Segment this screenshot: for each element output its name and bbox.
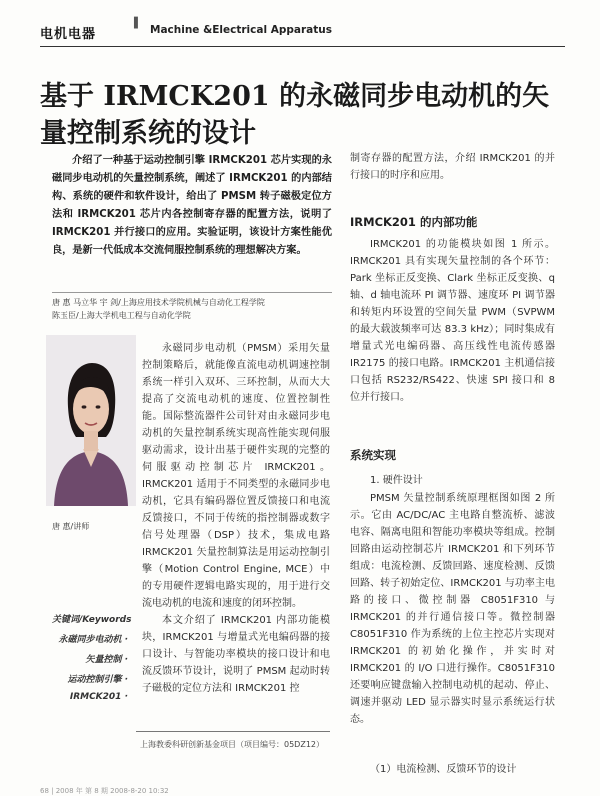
subsection-hardware [350,490,555,728]
abstract: 介绍了一种基于运动控制引擎 IRMCK201 芯片实现的永磁同步电动机的矢量控制系统，阐述了 IRMCK201 的内部结构、系统的硬件和软件设计，给出了 PMSM 转子磁极定位方法和 IRMCK201 芯片内各控制寄存器的配置方法，说明了 IRMCK201 并行接口的应用。实验证明，该设计方案性能优良，是新一代低成本交流伺服控制系统的理想解决方案。 [52,155,332,256]
journal-name-cn: 电机电器 [40,27,97,42]
journal-name-en: Machine &Electrical Apparatus [150,24,332,36]
keywords-heading: 关键词/Keywords [52,615,132,625]
hardware-paragraph: PMSM 矢量控制系统原理框图如图 2 所示。它由 AC/DC/AC 主电路自整流桥、滤波电容、隔离电阻和智能功率模块等组成。控制回路由运动控制芯片 IRMCK201 和下列环节组成：电流检测、反馈回路、速度检测、反馈回路、转子初始定位、IRMCK201 与功率主电路的接口、微控制器 C8051F310 与 IRMCK201 的并行通信接口等。微控制器 C8051F310 作为系统的上位主控芯片实现对 IRMCK201 的初始化操作，并实时对 IRMCK201 的 I/O 口进行操作。C8051F310 还要响应键盘输入控制电动机的起动、停止、调速并驱动 LED 显示器实时显示系统运行状态。 [350,493,555,725]
header-divider [40,46,565,47]
section-heading-implementation: 系统实现 [350,448,396,462]
authors-line-2: 陈玉臣/上海大学机电工程与自动化学院 [52,311,191,320]
section-heading-internal-functions: IRMCK201 的内部功能 [350,215,478,229]
photo-caption: 唐 惠/讲师 [52,522,90,531]
middle-column [142,340,330,697]
footnote-divider [136,731,330,732]
authors-block [52,296,334,322]
right-column-continuation [350,150,555,184]
page-footer: 68 | 2008 年 第 8 期 2008-8-20 10:32 [40,787,169,795]
keyword-item: 矢量控制 · [85,655,128,665]
authors-line-1: 唐 惠 马立华 宇 剑/上海应用技术学院机械与自动化工程学院 [52,298,265,307]
authors-divider [52,292,332,293]
intro-paragraph-2: 本文介绍了 IRMCK201 内部功能模块，IRMCK201 与增量式光电编码器的接口设计、与智能功率模块的接口设计和电流反馈环节设计，说明了 PMSM 起动时转子磁极的定位方法和 IRMCK201 控 [142,615,330,694]
section-internal-functions [350,236,555,406]
author-photo [46,335,136,506]
keyword-item: 永磁同步电动机 · [58,635,128,645]
subsection-heading-current-feedback: （1）电流检测、反馈环节的设计 [370,764,517,775]
intro-paragraph-1: 永磁同步电动机（PMSM）采用矢量控制策略后，就能像直流电动机调速控制系统一样引入双环、三环控制，从而大大提高了交流电动机的速度、位置控制性能。国际整流器件公司针对由永磁同步电动机的矢量控制系统实现高性能实现伺服驱动需求，设计出基于硬件实现的完整的伺服驱动控制芯片 IRMCK201。IRMCK201 适用于不同类型的永磁同步电动机，它具有编码器位置反馈接口和电流反馈接口，不同于传统的指控制器或数字信号处理器（DSP）技术，集成电路 IRMCK201 矢量控制算法是用运动控制引擎（Motion Control Engine, MCE）中的专用硬件逻辑电路实现的，用于进行交流电动机的电流和速度的闭环控制。 [142,343,330,609]
continuation-paragraph: 制寄存器的配置方法，介绍 IRMCK201 的并行接口的时序和应用。 [350,153,555,181]
section-paragraph: IRMCK201 的功能模块如图 1 所示。IRMCK201 具有实现矢量控制的各个环节：Park 坐标正反变换、Clark 坐标正反变换、q 轴、d 轴电流环 PI 调节器、速度环 PI 调节器和转矩内环设置的空间矢量 PWM（SVPWM 的最大载波频率可达 83.3 kHz）；同时集成有增量式光电编码器、高压线性电流传感器 IR2175 的接口电路。IRMCK201 主机通信接口包括 RS232/RS422、快速 SPI 接口和 8 位并行接口。 [350,239,555,403]
paper-title: 基于 IRMCK201 的永磁同步电动机的矢量控制系统的设计 [40,81,550,149]
journal-header [40,20,580,42]
subsection-heading-hardware: 1. 硬件设计 [370,475,423,486]
keyword-item: IRMCK201 · [69,692,128,702]
footnote: 上海教委科研创新基金项目（项目编号：05DZ12） [140,740,324,749]
header-mark-icon: ▌ [134,18,142,29]
keyword-item: 运动控制引擎 · [67,675,128,685]
